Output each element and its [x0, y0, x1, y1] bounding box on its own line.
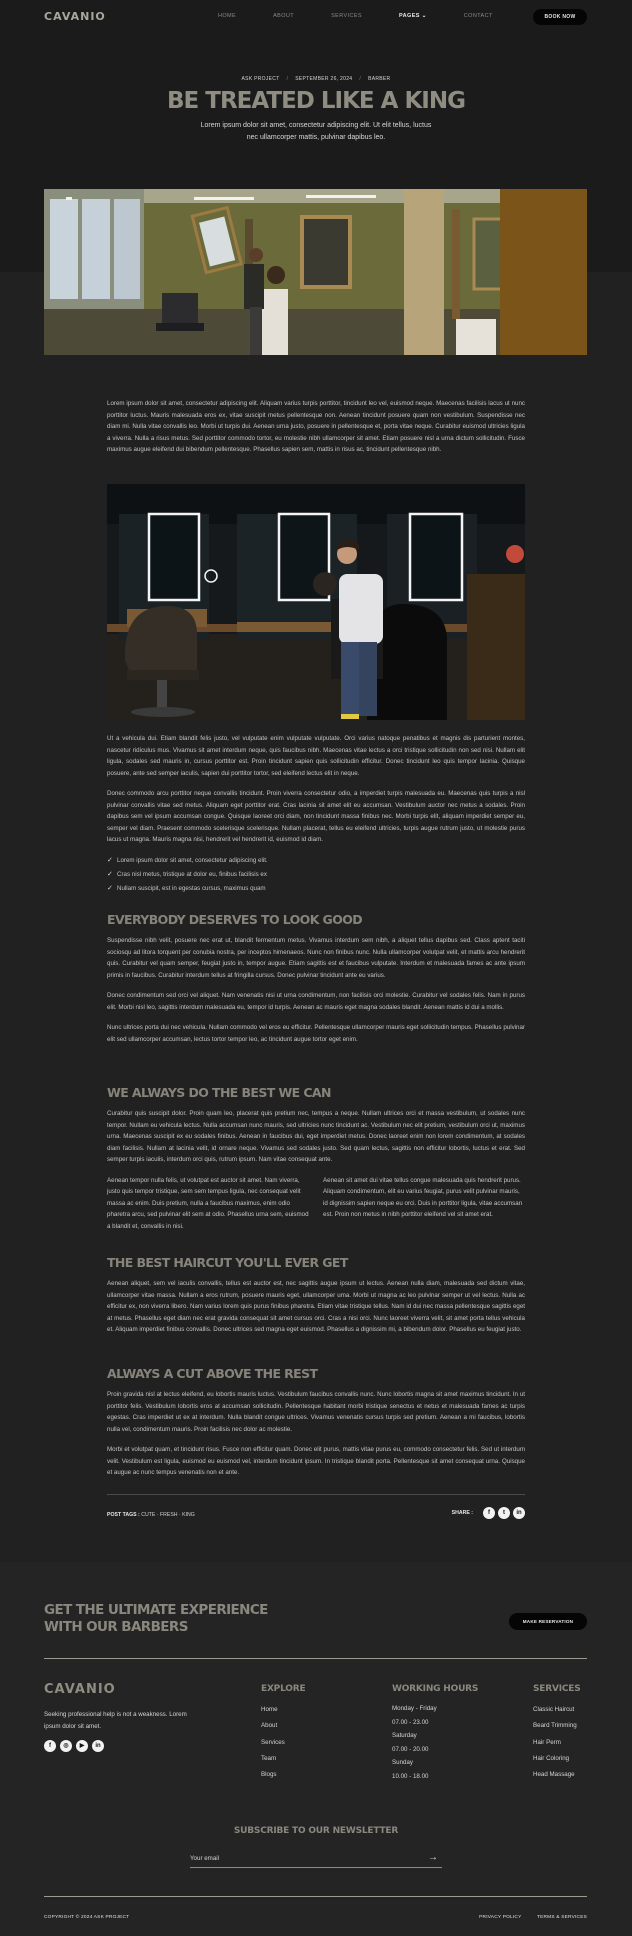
tag-list[interactable]: CUTE · FRESH · KING: [141, 1512, 195, 1518]
section-best: [107, 1085, 525, 1232]
youtube-icon[interactable]: ▶: [76, 1740, 88, 1752]
paragraph-left: Aenean tempor nulla felis, ut volutpat est auctor sit amet. Nam viverra, justo quis tempor tristique, sem sem tempus ligula, nec consequat velit massa ac enim. Duis pretium, nulla a faucibus maximus, enim odio pharetra arcu, sed pulvinar elit sem at odio. Phasellus urna sem, euismod a blandit et, convallis in nisi.: [107, 1176, 309, 1230]
terms-link[interactable]: TERMS & SERVICES: [536, 1915, 587, 1920]
make-reservation-button[interactable]: MAKE RESERVATION: [509, 1613, 587, 1630]
hours-line: 07.00 - 23.00: [392, 1718, 429, 1726]
footer-social: [44, 1740, 108, 1752]
linkedin-icon[interactable]: in: [513, 1507, 525, 1519]
column-title: WORKING HOURS: [392, 1684, 479, 1694]
paragraph: Ut a vehicula dui. Etiam blandit felis justo, vel vulputate enim vulputate vulputate. Orci varius natoque penatibus et magnis dis parturient montes, nascetur ridiculus mus. Vivamus sit amet interdum neque, quis faucibus nibh. Maecenas vitae lectus a orci tristique sollicitudin non sed nisi. Nullam elit ligula, sodales sed mauris in, cursus porttitor est. Proin tincidunt sapien quis sollicitudin efficitur. Donec tincidunt leo quis tempor lacinia. Quisque posuere, ante sed semper iaculis, sapien dui porttitor tortor, sed eleifend lectus elit in neque.: [107, 735, 525, 777]
paragraph: Aenean aliquet, sem vel iaculis convallis, tellus est auctor est, nec sagittis augue ipsum ut lectus. Aenean nulla diam, malesuada sed dictum vitae, ullamcorper vitae massa. Nullam a eros rutrum, posuere mauris eget, ullamcorper uma. Morbi ut magna ac leo pulvinar semper ut vel lectus. Nulla ac efficitur ex, non viverra libero. Nam varius lorem quis purus finibus pharetra. Etiam vitae tristique tellus. Nam id dui nec massa pellentesque sagittis eget at metus. Phasellus eget diam nec erat gravida consequat sit amet cursus orci. Cras a nisi orci. Nunc laoreet viverra velit, sit amet porta tellus vehicula et. Aliquam imperdiet finibus convallis. Donec ultrices sed magna eget euismod. Phasellus a dignissim mi, a bibendum dolor. Phasellus eu feugiat justo.: [107, 1280, 525, 1333]
list-item-text: Lorem ipsum dolor sit amet, consectetur adipiscing elit.: [117, 856, 268, 864]
email-placeholder: Your email: [190, 1855, 220, 1862]
nav-about[interactable]: ABOUT: [273, 13, 295, 19]
logo[interactable]: CAVANIO: [44, 10, 106, 23]
paragraph: Donec commodo arcu porttitor neque convallis tincidunt. Proin viverra consectetur odio, a imperdiet turpis malesuada eu. Maecenas quis turpis a nisl pulvinar convallis vitae sed metus. Aliquam eget porttitor erat. Cras lacinia sit amet elit eu accumsan. Vestibulum auctor nec metus a sodales. Proin dapibus sem vel ipsum accumsan congue. Quisque laoreet orci diam, non tincidunt massa finibus nec. Morbi turpis elit, aliquam imperdiet semper eu, semper vel diam. Praesent commodo scelerisque scelerisque. Nullam placerat, tellus eu eleifend ultricies, turpis augue rutrum justo, ut molestie purus lacus ut magna. Mauris magna nisi, hendrerit vel hendrerit id, euismod id diam.: [107, 790, 525, 843]
newsletter-email-input[interactable]: [190, 1849, 442, 1868]
paragraph: Donec condimentum sed orci vel aliquet. Nam venenatis nisi ut urna condimentum, non facilisis orci molestie. Curabitur vel sodales felis. Nam in purus elit. Morbi nisl leo, sagittis interdum malesuada eu, tempor id turpis. Aenean ac mauris eget magna sodales blandit. Aenean mattis id dui a mollis.: [107, 992, 525, 1011]
section-above: [107, 1366, 525, 1479]
footer-explore: [261, 1684, 305, 1783]
hours-line: Sunday: [392, 1759, 413, 1766]
hours-line: 10.00 - 18.00: [392, 1772, 429, 1780]
nav-pages[interactable]: PAGES ⌄: [398, 13, 427, 19]
list-item: [107, 854, 525, 868]
section-heading: WE ALWAYS DO THE BEST WE CAN: [107, 1085, 331, 1100]
footer-link-services[interactable]: Services: [261, 1738, 285, 1746]
page-title: BE TREATED LIKE A KING: [167, 88, 465, 114]
footer-link-about[interactable]: About: [261, 1722, 278, 1730]
cta-line: GET THE ULTIMATE EXPERIENCE: [44, 1602, 268, 1618]
meta-category[interactable]: BARBER: [368, 76, 391, 82]
facebook-icon[interactable]: f: [44, 1740, 56, 1752]
paragraph: Nunc ultrices porta dui nec vehicula. Nullam commodo vel eros eu efficitur. Pellentesque ullamcorper mauris eget sollicitudin tempus. Phasellus pulvinar elit sed ullamcorper accumsan, lectus tortor tempor leo, ac tincidunt augue tortor eget enim.: [107, 1024, 525, 1043]
divider: [44, 1896, 587, 1897]
post-footer: [107, 1494, 525, 1522]
section-haircut: [107, 1255, 525, 1336]
check-icon: ✓: [107, 884, 113, 892]
footer-logo[interactable]: CAVANIO: [44, 1682, 116, 1697]
section-heading: EVERYBODY DESERVES TO LOOK GOOD: [107, 912, 363, 927]
check-icon: ✓: [107, 856, 113, 864]
paragraph: Proin gravida nisl at lectus eleifend, eu lobortis mauris luctus. Vestibulum faucibus convallis nunc. Nunc lobortis magna sit amet maximus tincidunt. In ut porttitor felis. Vestibulum lobortis eros at accumsan sollicitudin. Pellentesque habitant morbi tristique senectus et netus et malesuada fames ac turpis egestas. Cras imperdiet ut ex at interdum. Nulla blandit congue ultrices. Vivamus venenatis cursus turpis sed pretium. Aenean a mi faucibus, lobortis nulla vel, condimentum mauris. Proin facilisis nec dolor ac molestie.: [107, 1391, 525, 1433]
paragraph: Lorem ipsum dolor sit amet, consectetur adipiscing elit. Aliquam varius turpis porttitor, tincidunt leo vel, euismod neque. Maecenas facilisis lacus ut nunc porttitor luctus. Mauris malesuada eros ex, vitae suscipit metus pellentesque non. Aenean tincidunt posuere quam non vestibulum. Suspendisse nec diam mi. Nulla vitae convallis leo. Morbi ut turpis dui. Aenean urna justo, posuere in pellentesque et, porta vitae neque. Curabitur euismod ultricies ligula a viverra. Nulla a risus metus. Sed porttitor commodo tortor, eu molestie nibh ullamcorper sit amet. Etiam posuere nisl a urna dictum sollicitudin. Fusce maximus augue eleifend dui bibendum pellentesque. Phasellus sapien sem, mattis in risus ac, tincidunt pellentesque nibh.: [107, 400, 525, 453]
service-link[interactable]: Hair Perm: [533, 1738, 561, 1746]
paragraph: Morbi et volutpat quam, et tincidunt risus. Fusce non efficitur quam. Donec elit purus, mattis vitae purus eu, commodo consectetur felis. Sed ut interdum velit. Vestibulum est ligula, euismod eu euismod vel, interdum tincidunt ipsum. In tristique blandit porta. Pellentesque sit amet consequat urna. Quisque et augue ac nunc tempus venenatis non et ante.: [107, 1446, 525, 1476]
service-link[interactable]: Head Massage: [533, 1771, 575, 1779]
article-intro: [107, 398, 525, 456]
column-title: EXPLORE: [261, 1684, 306, 1694]
footer-link-blogs[interactable]: Blogs: [261, 1771, 277, 1779]
meta-date: SEPTEMBER 26, 2024: [295, 76, 353, 82]
book-now-button[interactable]: BOOK NOW: [533, 9, 587, 25]
list-item-text: Cras nisl metus, tristique at dolor eu, finibus facilisis ex: [117, 870, 267, 878]
tags-label: POST TAGS :: [107, 1512, 140, 1518]
site-footer: [0, 1562, 632, 1936]
list-item: [107, 882, 525, 896]
hours-line: 07.00 - 20.00: [392, 1745, 429, 1753]
newsletter-title: SUBSCRIBE TO OUR NEWSLETTER: [233, 1826, 399, 1836]
nav-home[interactable]: HOME: [218, 13, 237, 19]
share-label: SHARE :: [451, 1510, 473, 1516]
paragraph: Curabitur quis suscipit dolor. Proin quam leo, placerat quis pretium nec, tempus a neque. Nullam ultrices orci et massa vestibulum, ut sodales nunc tempor. Nullam eu vehicula lectus. Nulla accumsan nunc mauris, sed ultricies nunc tincidunt ac. Vestibulum nec elit pretium, vestibulum orci ut, maximus urna. Maecenas suscipit ex eu sodales finibus. Aenean in faucibus dui, eget imperdiet metus. Donec laoreet enim non lorem condimentum, at sodales diam facilisis. Nullam at lacinia velit, id ornare neque. Vivamus sed sodales justo. Sed quam lectus, sagittis non efficitur lobortis, luctus et erat. Sed semper turpis iaculis, interdum orci quis, rutrum ipsum. Nam vitae consequat ante.: [107, 1110, 525, 1163]
service-link[interactable]: Classic Haircut: [533, 1706, 575, 1713]
article-body: [107, 733, 525, 896]
hero-subtitle: Lorem ipsum dolor sit amet, consectetur adipiscing elit. Ut elit tellus, luctus nec ullamcorper mattis, pulvinar dapibus leo.: [200, 122, 432, 141]
cta-line: WITH OUR BARBERS: [44, 1619, 188, 1635]
meta-author[interactable]: ASK PROJECT: [241, 76, 280, 82]
section-heading: ALWAYS A CUT ABOVE THE REST: [107, 1366, 318, 1381]
two-column-text: [107, 1175, 525, 1233]
twitter-icon[interactable]: t: [498, 1507, 510, 1519]
section-heading: THE BEST HAIRCUT YOU'LL EVER GET: [107, 1255, 348, 1270]
list-item: [107, 868, 525, 882]
facebook-icon[interactable]: f: [483, 1507, 495, 1519]
privacy-policy-link[interactable]: PRIVACY POLICY: [479, 1915, 522, 1920]
hours-line: Monday - Friday: [392, 1705, 437, 1712]
list-item-text: Nullam suscipit, est in egestas cursus, maximus quam: [117, 884, 266, 892]
service-link[interactable]: Hair Coloring: [533, 1754, 570, 1762]
check-icon: ✓: [107, 870, 113, 878]
footer-link-home[interactable]: Home: [261, 1706, 278, 1713]
top-nav: [0, 0, 632, 34]
share-bar: [452, 1507, 525, 1519]
footer-services: [533, 1684, 581, 1783]
instagram-icon[interactable]: ◎: [60, 1740, 72, 1752]
divider: [44, 1658, 587, 1659]
service-link[interactable]: Beard Trimming: [533, 1722, 577, 1730]
nav-services[interactable]: SERVICES: [331, 13, 362, 19]
linkedin-icon[interactable]: in: [92, 1740, 104, 1752]
hours-line: Saturday: [392, 1732, 417, 1739]
barbershop-hero-photo: [44, 189, 587, 355]
section-everybody: [107, 912, 525, 1045]
cta-heading: [44, 1602, 268, 1636]
footer-link-team[interactable]: Team: [261, 1754, 277, 1762]
post-meta: ASK PROJECT / SEPTEMBER 26, 2024 / BARBER: [241, 76, 391, 82]
footer-description: Seeking professional help is not a weakness. Lorem ipsum dolor sit amet.: [44, 1711, 187, 1730]
post-tags: [107, 1512, 195, 1518]
barber-at-work-photo: [107, 484, 525, 720]
arrow-right-icon[interactable]: →: [428, 1852, 438, 1863]
legal-links: [465, 1915, 587, 1920]
paragraph-right: Aenean sit amet dui vitae tellus congue malesuada quis hendrerit purus. Aliquam condimentum, elit eu varius feugiat, purus velit pulvinar mauris, id dignissim sapien neque eu orci. Duis in porttitor ligula, vitae accumsan est. Proin non metus in nibh porttitor eleifend vel sit amet erat.: [323, 1176, 523, 1218]
footer-hours: [392, 1684, 478, 1783]
paragraph: Suspendisse nibh velit, posuere nec erat ut, blandit fermentum metus. Vivamus interdum sem nibh, a aliquet tellus dapibus sed. Class aptent taciti sociosqu ad litora torquent per conubia nostra, per inceptos himenaeos. Nunc non finibus nunc. Nulla ullamcorper volutpat velit, et mattis arcu hendrerit quis. Curabitur vel quam semper, feugiat justo in, tempor augue. Etiam sagittis est et faucibus vulputate. Interdum et malesuada fames ac ante ipsum primis in faucibus. Curabitur interdum tellus at fringilla cursus. Donec pulvinar tincidunt ante eu varius.: [107, 937, 525, 979]
column-title: SERVICES: [533, 1684, 581, 1694]
copyright: COPYRIGHT © 2024 ASK PROJECT: [44, 1915, 130, 1920]
nav-menu: [218, 13, 530, 19]
nav-contact[interactable]: CONTACT: [463, 13, 493, 19]
checklist: [107, 854, 525, 896]
